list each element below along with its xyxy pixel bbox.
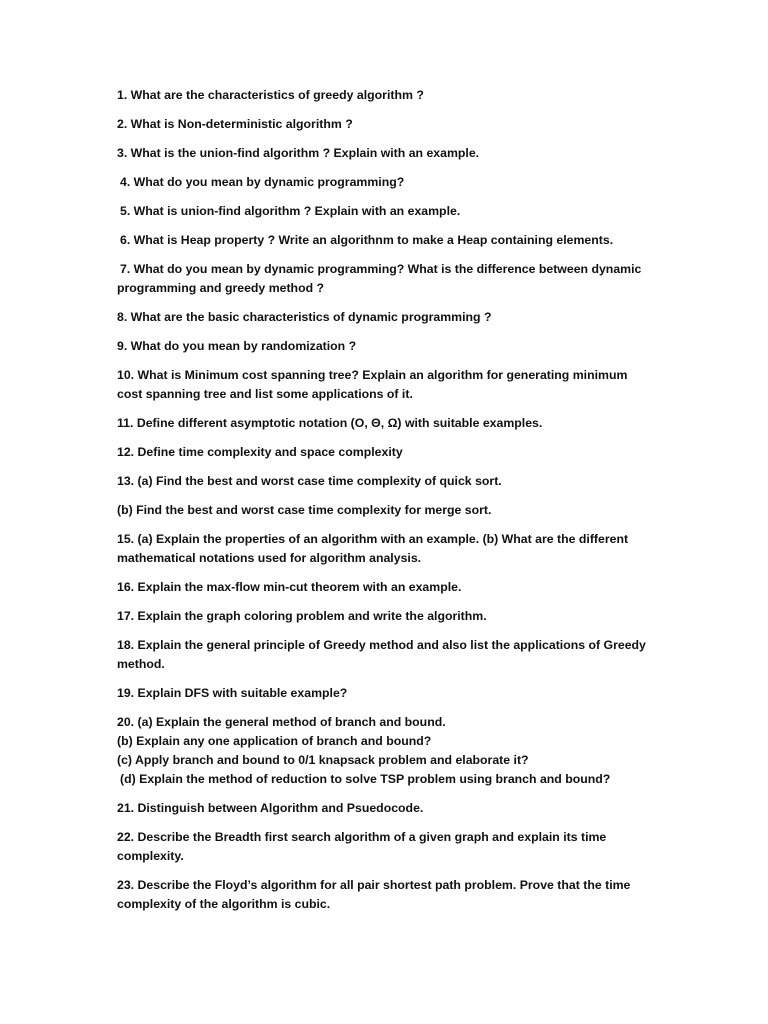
- question-21: [117, 799, 657, 818]
- question-10: [117, 366, 657, 404]
- question-line: method.: [117, 657, 165, 671]
- question-17: [117, 607, 657, 626]
- question-22: [117, 828, 657, 866]
- question-3: [117, 144, 657, 163]
- question-line: 5. What is union-find algorithm ? Explain with an example.: [120, 204, 461, 218]
- question-line: 23. Describe the Floyd’s algorithm for all pair shortest path problem. Prove that the time: [117, 878, 631, 892]
- question-line: 9. What do you mean by randomization ?: [117, 339, 357, 353]
- question-20: [117, 713, 657, 789]
- question-line: 18. Explain the general principle of Greedy method and also list the applications of Greedy: [117, 638, 646, 652]
- question-line: 4. What do you mean by dynamic programming?: [120, 175, 405, 189]
- question-line: 10. What is Minimum cost spanning tree? Explain an algorithm for generating minimum: [117, 368, 628, 382]
- question-line: 13. (a) Find the best and worst case time complexity of quick sort.: [117, 474, 502, 488]
- question-16: [117, 578, 657, 597]
- question-line: 8. What are the basic characteristics of dynamic programming ?: [117, 310, 492, 324]
- question-line: 19. Explain DFS with suitable example?: [117, 686, 348, 700]
- question-line: 3. What is the union-find algorithm ? Explain with an example.: [117, 146, 480, 160]
- question-line: mathematical notations used for algorithm analysis.: [117, 551, 422, 565]
- question-line: (c) Apply branch and bound to 0/1 knapsack problem and elaborate it?: [117, 753, 529, 767]
- question-line: (b) Find the best and worst case time complexity for merge sort.: [117, 503, 492, 517]
- question-8: [117, 308, 657, 327]
- question-7: [117, 260, 657, 298]
- question-9: [117, 337, 657, 356]
- question-5: [117, 202, 657, 221]
- question-line: 15. (a) Explain the properties of an algorithm with an example. (b) What are the different: [117, 532, 629, 546]
- question-4: [117, 173, 657, 192]
- question-19: [117, 684, 657, 703]
- question-line: 12. Define time complexity and space complexity: [117, 445, 403, 459]
- question-line: programming and greedy method ?: [117, 281, 325, 295]
- question-13a: [117, 472, 657, 491]
- question-1: [117, 86, 657, 105]
- question-line: cost spanning tree and list some applications of it.: [117, 387, 413, 401]
- question-line: 17. Explain the graph coloring problem and write the algorithm.: [117, 609, 487, 623]
- question-line: (d) Explain the method of reduction to solve TSP problem using branch and bound?: [120, 772, 611, 786]
- question-line: complexity of the algorithm is cubic.: [117, 897, 331, 911]
- question-12: [117, 443, 657, 462]
- question-23: [117, 876, 657, 914]
- question-line: 11. Define different asymptotic notation (O, Θ, Ω) with suitable examples.: [117, 416, 543, 430]
- question-line: 16. Explain the max-flow min-cut theorem with an example.: [117, 580, 462, 594]
- question-line: 2. What is Non-deterministic algorithm ?: [117, 117, 353, 131]
- question-line: 6. What is Heap property ? Write an algorithnm to make a Heap containing elements.: [120, 233, 614, 247]
- question-list: [117, 86, 657, 924]
- question-line: 22. Describe the Breadth first search algorithm of a given graph and explain its time: [117, 830, 607, 844]
- question-18: [117, 636, 657, 674]
- question-6: [117, 231, 657, 250]
- question-15: [117, 530, 657, 568]
- question-line: 20. (a) Explain the general method of branch and bound.: [117, 715, 446, 729]
- question-line: 21. Distinguish between Algorithm and Psuedocode.: [117, 801, 424, 815]
- question-line: 7. What do you mean by dynamic programming? What is the difference between dynamic: [120, 262, 642, 276]
- question-line: 1. What are the characteristics of greedy algorithm ?: [117, 88, 424, 102]
- question-line: (b) Explain any one application of branch and bound?: [117, 734, 432, 748]
- question-line: complexity.: [117, 849, 184, 863]
- question-11: [117, 414, 657, 433]
- question-13b: [117, 501, 657, 520]
- question-2: [117, 115, 657, 134]
